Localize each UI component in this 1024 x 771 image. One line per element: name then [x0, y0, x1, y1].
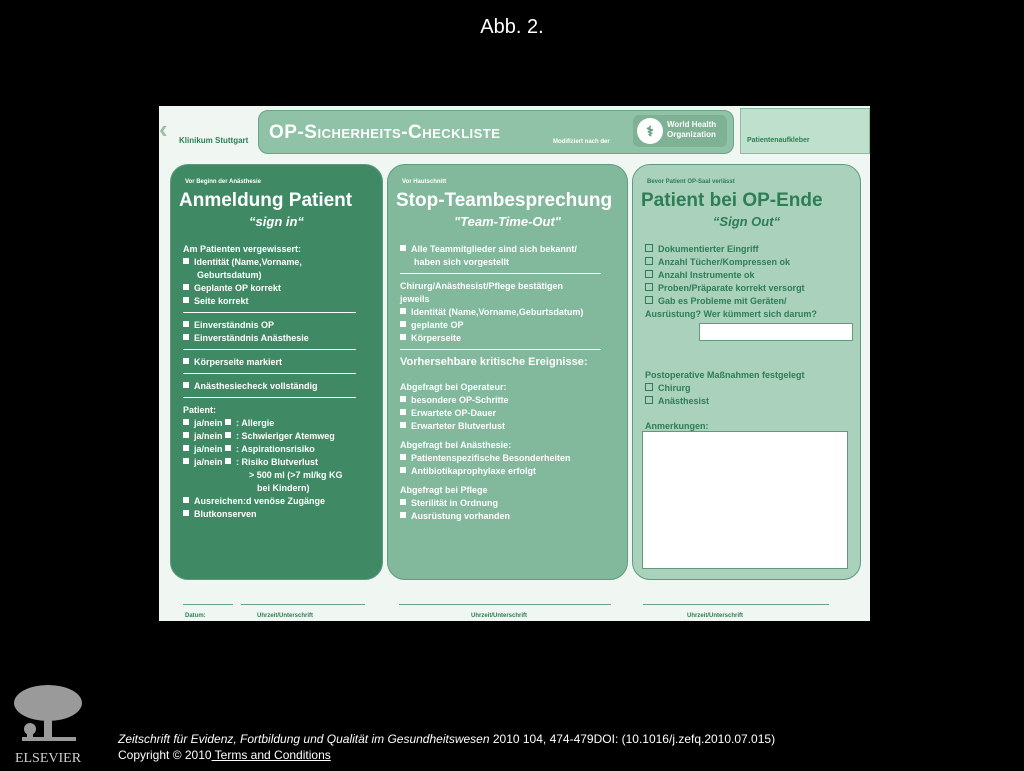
time-signature-label: Uhrzeit/Unterschrift — [687, 613, 744, 619]
checkbox-icon — [225, 458, 231, 464]
checkbox-icon — [183, 334, 189, 340]
patient-sticker-label: Patientenaufkleber — [747, 137, 810, 144]
checklist-item[interactable]: Identität (Name,Vorname, — [183, 256, 376, 269]
divider — [183, 349, 356, 350]
confirm-label: Chirurg/Anästhesist/Pflege bestätigen — [400, 281, 564, 291]
checklist-item[interactable]: Alle Teammitglieder sind sich bekannt/ — [400, 243, 621, 256]
checkbox-icon — [183, 458, 189, 464]
anesthesia-label: Abgefragt bei Anästhesie: — [400, 440, 512, 450]
checkbox-icon — [645, 257, 653, 265]
checklist-item[interactable]: Ausrüstung vorhanden — [400, 510, 621, 523]
checkbox-icon — [645, 383, 653, 391]
divider — [400, 349, 601, 350]
sign-out-title: Patient bei OP-Ende — [641, 190, 823, 211]
checkbox-icon — [400, 467, 406, 473]
risk-note: > 500 ml (>7 ml/kg KG — [249, 470, 343, 480]
sign-in-subtitle: “sign in“ — [249, 214, 304, 229]
checklist-item[interactable]: Einverständnis OP — [183, 319, 376, 332]
modified-note: Modifiziert nach der — [553, 139, 610, 145]
checklist-item[interactable]: geplante OP — [400, 319, 621, 332]
who-logo — [633, 115, 727, 147]
checklist-item[interactable]: Geplante OP korrekt — [183, 282, 376, 295]
checklist-item[interactable]: Anzahl Tücher/Kompressen ok — [645, 256, 854, 269]
checkbox-icon — [183, 258, 189, 264]
notes-field[interactable] — [642, 431, 848, 569]
checklist-title: OP-Sicherheits-Checkliste — [269, 122, 501, 143]
divider — [400, 273, 601, 274]
checklist-item[interactable]: Dokumentierter Eingriff — [645, 243, 854, 256]
checkbox-icon — [183, 510, 189, 516]
checkbox-icon — [183, 321, 189, 327]
checklist-item-continued: Geburtsdatum) — [197, 270, 262, 280]
checkbox-icon — [183, 419, 189, 425]
checkbox-icon — [645, 270, 653, 278]
checkbox-icon — [400, 321, 406, 327]
terms-link[interactable]: Terms and Conditions — [211, 748, 331, 762]
postop-label: Postoperative Maßnahmen festgelegt — [645, 370, 805, 380]
checklist-item[interactable]: Sterilität in Ordnung — [400, 497, 621, 510]
checkbox-icon — [645, 396, 653, 404]
checkbox-icon — [183, 284, 189, 290]
risk-item[interactable]: ja/nein : Aspirationsrisiko — [183, 443, 376, 456]
checklist-item[interactable]: Identität (Name,Vorname,Geburtsdatum) — [400, 306, 621, 319]
checkbox-icon — [400, 245, 406, 251]
time-signature-label: Uhrzeit/Unterschrift — [257, 613, 314, 619]
divider — [183, 312, 356, 313]
sign-out-kicker: Bevor Patient OP-Saal verlässt — [647, 179, 735, 185]
nursing-label: Abgefragt bei Pflege — [400, 485, 488, 495]
sign-in-intro: Am Patienten vergewissert: — [183, 244, 302, 254]
notes-label: Anmerkungen: — [645, 421, 709, 431]
sign-out-column — [632, 164, 861, 580]
checklist-item[interactable]: Anästhesiecheck vollständig — [183, 380, 376, 393]
checkbox-icon — [183, 358, 189, 364]
checkbox-icon — [645, 296, 653, 304]
equipment-answer-field[interactable] — [699, 323, 853, 341]
checklist-item[interactable]: Erwartete OP-Dauer — [400, 407, 621, 420]
who-text: World Health Organization — [667, 120, 717, 139]
checklist-item[interactable]: Proben/Präparate korrekt versorgt — [645, 282, 854, 295]
divider — [183, 373, 356, 374]
checklist-item[interactable]: Chirurg — [645, 382, 854, 395]
elsevier-logo — [8, 681, 88, 766]
checkbox-icon — [400, 422, 406, 428]
checklist-item[interactable]: Antibiotikaprophylaxe erfolgt — [400, 465, 621, 478]
checkbox-icon — [400, 308, 406, 314]
risk-item[interactable]: ja/nein : Allergie — [183, 417, 376, 430]
checkbox-icon — [225, 445, 231, 451]
hospital-name: Klinikum Stuttgart — [179, 136, 249, 145]
confirm-label-continued: jeweils — [400, 294, 430, 304]
checkbox-icon — [645, 244, 653, 252]
title-banner — [258, 110, 734, 154]
divider — [183, 397, 356, 398]
checkbox-icon — [400, 396, 406, 402]
checkbox-icon — [400, 334, 406, 340]
checkbox-icon — [183, 297, 189, 303]
checklist-item[interactable]: Ausreichen:d venöse Zugänge — [183, 495, 376, 508]
time-out-subtitle: "Team-Time-Out" — [454, 214, 561, 229]
time-out-column — [387, 164, 628, 580]
checklist-item[interactable]: Körperseite markiert — [183, 356, 376, 369]
patient-sticker-field — [740, 108, 870, 154]
svg-text:ELSEVIER: ELSEVIER — [14, 751, 82, 766]
time-signature-label: Uhrzeit/Unterschrift — [471, 613, 528, 619]
sign-in-title: Anmeldung Patient — [179, 190, 353, 211]
checkbox-icon — [183, 445, 189, 451]
checkbox-icon — [400, 499, 406, 505]
checkbox-icon — [225, 419, 231, 425]
checklist-item[interactable]: Seite korrekt — [183, 295, 376, 308]
elsevier-tree-icon — [8, 681, 88, 766]
surgeon-label: Abgefragt bei Operateur: — [400, 382, 507, 392]
equipment-question: Ausrüstung? Wer kümmert sich darum? — [645, 309, 817, 319]
risk-item[interactable]: ja/nein : Risiko Blutverlust — [183, 456, 376, 469]
checkbox-icon — [183, 497, 189, 503]
checklist-item[interactable]: Anzahl Instrumente ok — [645, 269, 854, 282]
risk-item[interactable]: ja/nein : Schwieriger Atemweg — [183, 430, 376, 443]
sign-in-kicker: Vor Beginn der Anästhesie — [185, 179, 262, 185]
time-out-items — [400, 243, 621, 523]
events-title: Vorhersehbare kritische Ereignisse: — [400, 356, 588, 368]
who-emblem-icon: ⚕ — [637, 118, 663, 144]
sign-in-column — [170, 164, 383, 580]
checklist-item[interactable]: Anästhesist — [645, 395, 854, 408]
checkbox-icon — [183, 432, 189, 438]
checklist-item[interactable]: Patientenspezifische Besonderheiten — [400, 452, 621, 465]
checklist-item[interactable]: Gab es Probleme mit Geräten/ — [645, 295, 854, 308]
checklist-figure — [159, 106, 870, 621]
copyright: Copyright © 2010 Terms and Conditions — [118, 748, 331, 762]
checkbox-icon — [400, 409, 406, 415]
time-out-title: Stop-Teambesprechung — [396, 190, 613, 211]
checkbox-icon — [183, 382, 189, 388]
checklist-item[interactable]: Blutkonserven — [183, 508, 376, 521]
slide-title: Abb. 2. — [480, 16, 544, 38]
patient-label: Patient: — [183, 405, 217, 415]
time-out-kicker: Vor Hautschnitt — [402, 179, 447, 185]
checklist-item[interactable]: besondere OP-Schritte — [400, 394, 621, 407]
checklist-item-continued: haben sich vorgestellt — [414, 257, 510, 267]
checkbox-icon — [400, 512, 406, 518]
date-label: Datum: — [185, 613, 206, 619]
checkbox-icon — [225, 432, 231, 438]
checklist-item[interactable]: Erwarteter Blutverlust — [400, 420, 621, 433]
checklist-item[interactable]: Körperseite — [400, 332, 621, 345]
sign-out-subtitle: “Sign Out“ — [712, 214, 781, 229]
checkbox-icon — [400, 454, 406, 460]
back-arrow-icon: ‹ — [159, 114, 168, 144]
checklist-item[interactable]: Einverständnis Anästhesie — [183, 332, 376, 345]
sign-in-items — [183, 243, 376, 521]
risk-note: bei Kindern) — [257, 483, 310, 493]
checkbox-icon — [645, 283, 653, 291]
citation: Zeitschrift für Evidenz, Fortbildung und Qualität im Gesundheitswesen 2010 104, 474-479DOI: (10.1016/j.zefq.2010.07.015) — [118, 732, 776, 746]
